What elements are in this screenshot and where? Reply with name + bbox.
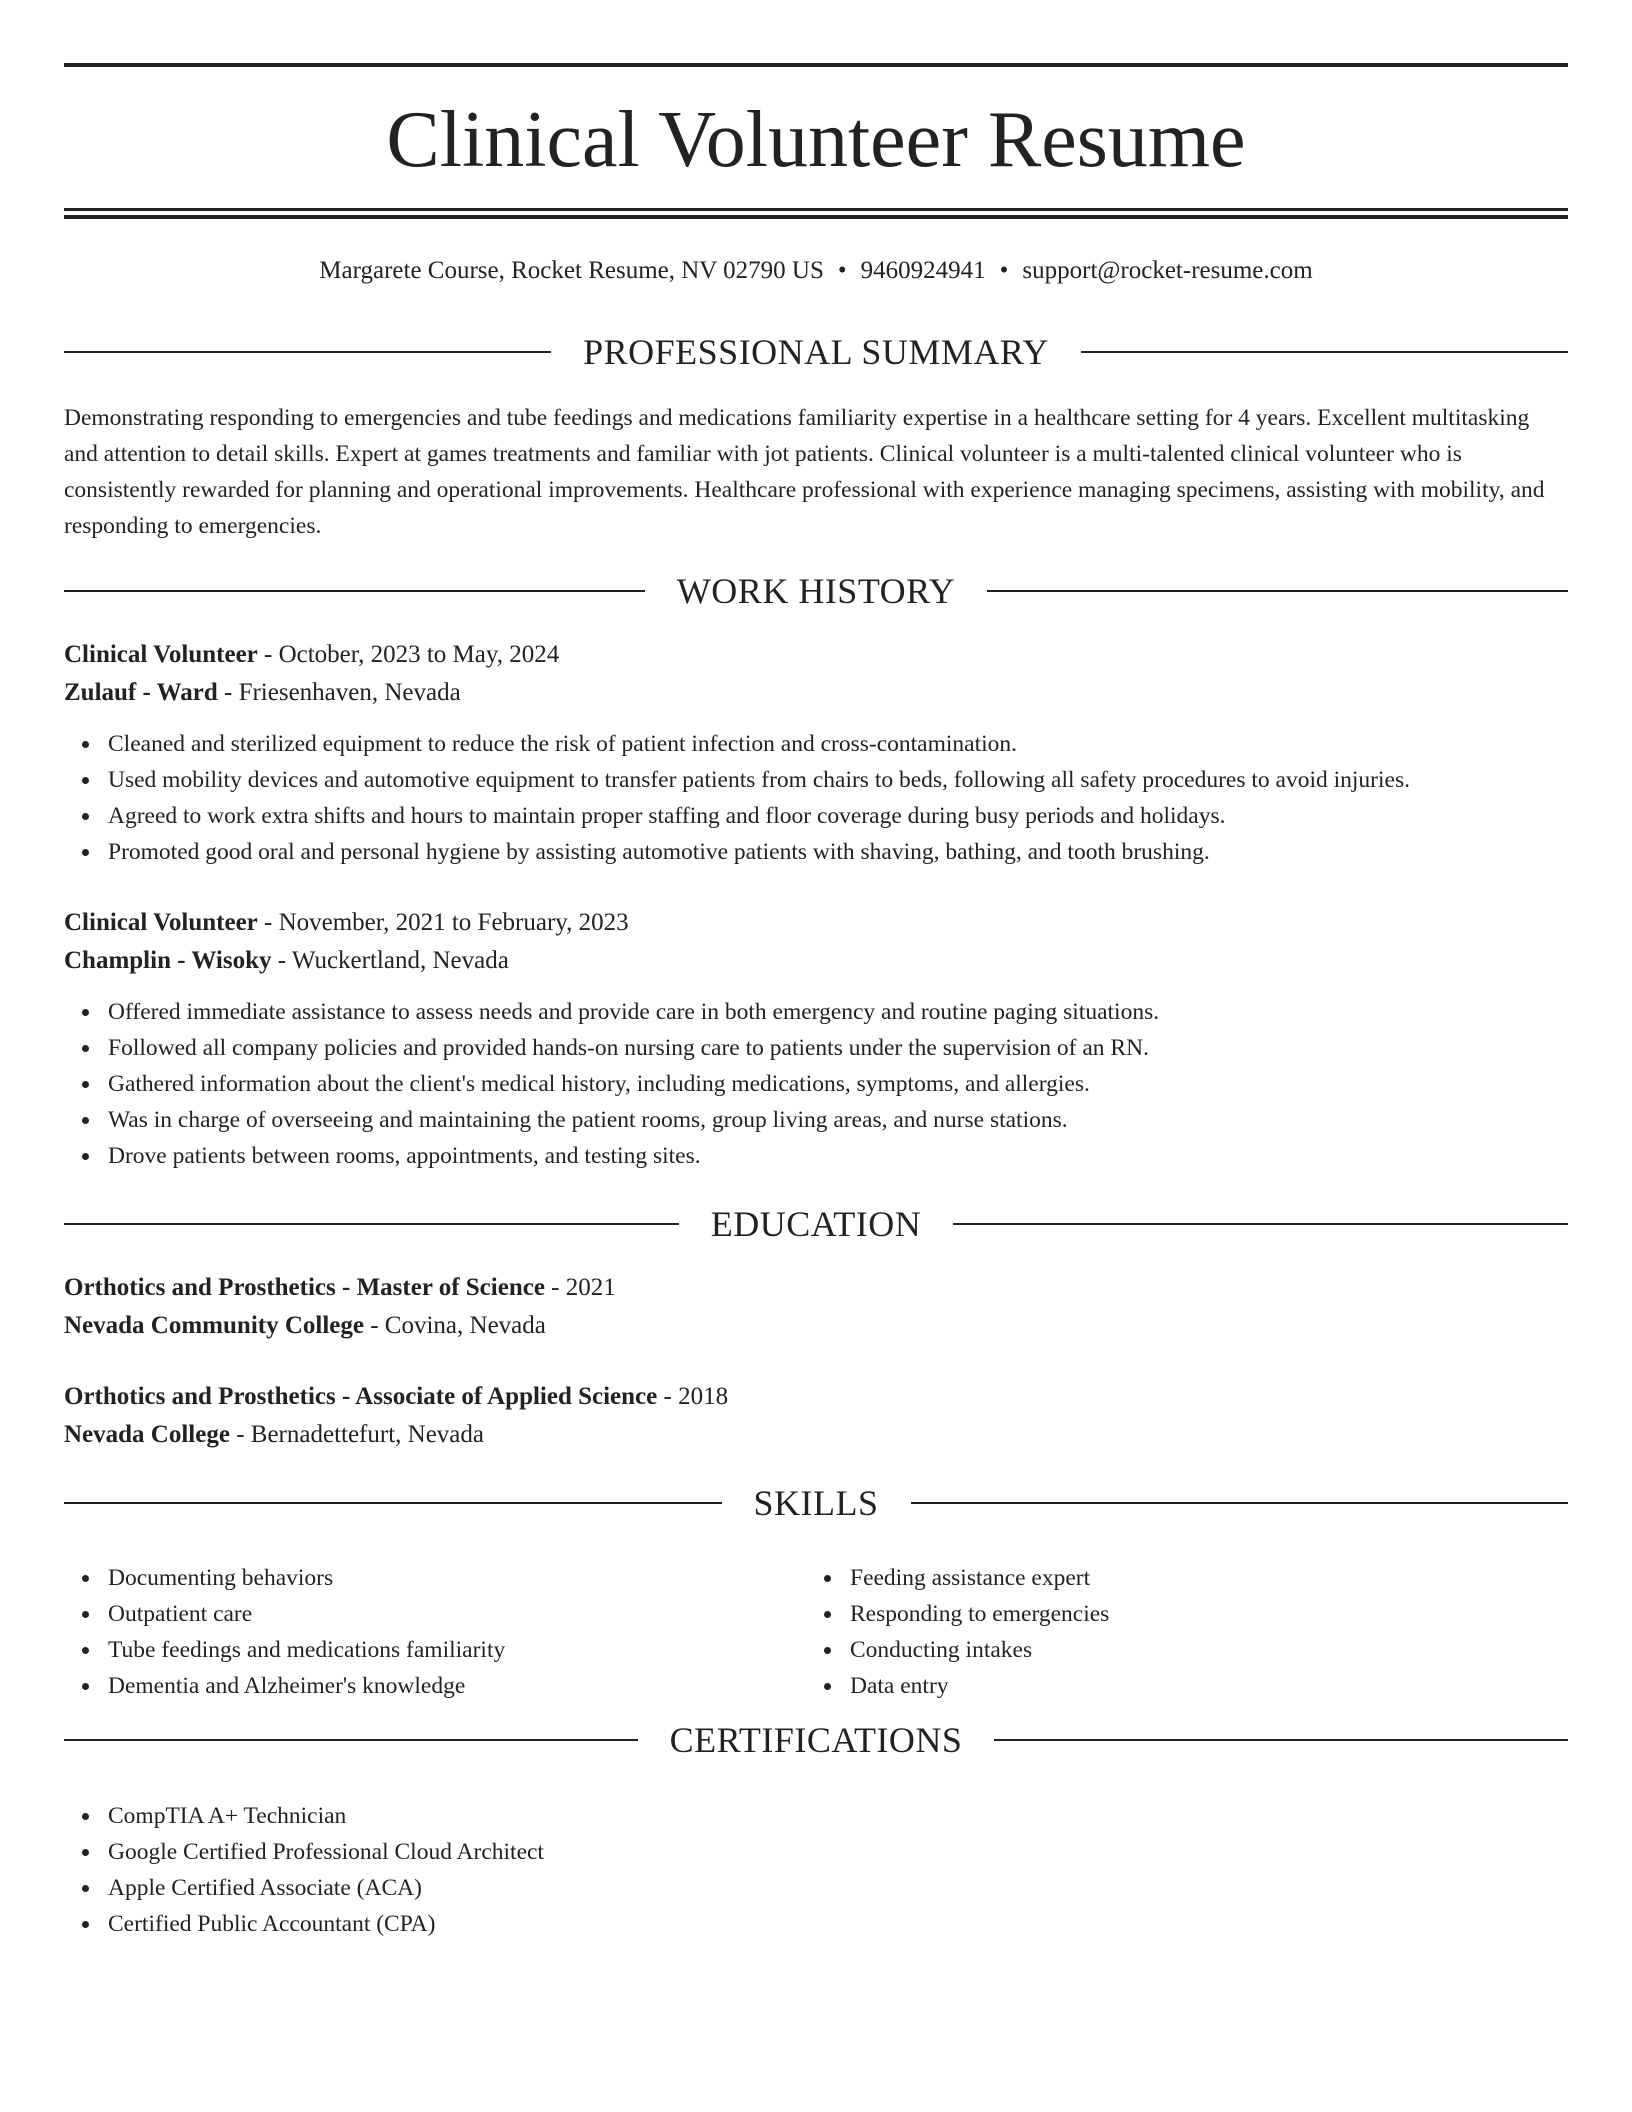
school-location: - Covina, Nevada (363, 1312, 546, 1339)
bullet-icon (82, 1647, 89, 1654)
list-item (108, 994, 1568, 1030)
list-item (108, 1798, 1568, 1834)
heading-rule-left (64, 351, 551, 353)
skill-text: Dementia and Alzheimer's knowledge (108, 1673, 466, 1699)
bullet-icon (82, 1611, 89, 1618)
contact-email: support@rocket-resume.com (1022, 257, 1313, 284)
school: Nevada College (64, 1421, 230, 1448)
school-line (64, 1416, 1568, 1454)
duty-text: Was in charge of overseeing and maintaining the patient rooms, group living areas, and nurse stations. (108, 1107, 1068, 1133)
list-item (108, 1870, 1568, 1906)
heading-rule-left (64, 1502, 722, 1504)
top-rule (64, 63, 1568, 67)
section-title-summary: PROFESSIONAL SUMMARY (583, 332, 1049, 372)
section-title-education: EDUCATION (710, 1204, 922, 1244)
bullet-icon (82, 1921, 89, 1928)
skills-list-right (806, 1560, 1548, 1704)
bullet-icon (824, 1575, 831, 1582)
job-title-line (64, 636, 1568, 674)
job-entry (64, 636, 1568, 870)
degree-line (64, 1378, 1568, 1416)
bullet-icon (82, 1683, 89, 1690)
section-heading-certifications (64, 1718, 1568, 1762)
heading-rule-right (1081, 351, 1568, 353)
section-title-skills: SKILLS (753, 1483, 879, 1523)
duty-text: Agreed to work extra shifts and hours to maintain proper staffing and floor coverage during busy periods and holidays. (108, 803, 1226, 829)
duty-text: Offered immediate assistance to assess needs and provide care in both emergency and routine paging situations. (108, 999, 1160, 1025)
skill-text: Conducting intakes (850, 1637, 1033, 1663)
bullet-icon (82, 741, 89, 748)
bullet-icon (82, 777, 89, 784)
school-location: - Bernadettefurt, Nevada (229, 1421, 484, 1448)
graduation-year: - 2018 (657, 1383, 729, 1410)
section-heading-summary (64, 330, 1568, 374)
graduation-year: - 2021 (544, 1274, 616, 1301)
section-heading-education (64, 1202, 1568, 1246)
list-item (850, 1596, 1548, 1632)
bullet-icon (824, 1611, 831, 1618)
job-duties (64, 726, 1568, 870)
title-rule-upper (64, 208, 1568, 211)
list-item (850, 1632, 1548, 1668)
degree-line (64, 1269, 1568, 1307)
job-employer: Zulauf - Ward (64, 679, 218, 706)
job-location: - Wuckertland, Nevada (271, 947, 509, 974)
bullet-icon (824, 1683, 831, 1690)
bullet-icon (82, 1813, 89, 1820)
list-item (108, 1906, 1568, 1942)
job-duties (64, 994, 1568, 1174)
skill-text: Responding to emergencies (850, 1601, 1110, 1627)
list-item (108, 1066, 1568, 1102)
heading-rule-left (64, 590, 645, 592)
bullet-icon (82, 1153, 89, 1160)
job-employer-line (64, 674, 1568, 712)
skills-list-left (64, 1560, 806, 1704)
list-item (850, 1668, 1548, 1704)
duty-text: Drove patients between rooms, appointments, and testing sites. (108, 1143, 701, 1169)
bullet-icon (82, 1849, 89, 1856)
skill-text: Tube feedings and medications familiarity (108, 1637, 506, 1663)
job-employer-line (64, 942, 1568, 980)
bullet-icon (82, 1575, 89, 1582)
job-entry (64, 904, 1568, 1174)
heading-rule-left (64, 1223, 679, 1225)
contact-address: Margarete Course, Rocket Resume, NV 02790 US (319, 257, 824, 284)
summary-text: Demonstrating responding to emergencies and tube feedings and medications familiarity expertise in a healthcare setting for 4 years. Excellent multitasking and attention to detail skills. Expert at games treatments and familiar with jot patients. Clinical volunteer is a multi-talented clinical volunteer who is consistently rewarded for planning and operational improvements. Healthcare professional with experience managing specimens, assisting with mobility, and responding to emergencies. (64, 405, 1545, 539)
skill-text: Outpatient care (108, 1601, 253, 1627)
job-employer: Champlin - Wisoky (64, 947, 272, 974)
duty-text: Used mobility devices and automotive equipment to transfer patients from chairs to beds, following all safety procedures to avoid injuries. (108, 767, 1410, 793)
contact-separator: • (999, 257, 1009, 284)
list-item (108, 834, 1568, 870)
list-item (108, 726, 1568, 762)
title-rule-lower (64, 215, 1568, 219)
bullet-icon (82, 813, 89, 820)
duty-text: Followed all company policies and provided hands-on nursing care to patients under the supervision of an RN. (108, 1035, 1149, 1061)
list-item (108, 1834, 1568, 1870)
list-item (850, 1560, 1548, 1596)
duty-text: Promoted good oral and personal hygiene by assisting automotive patients with shaving, bathing, and tooth brushing. (108, 839, 1210, 865)
job-title: Clinical Volunteer (64, 909, 258, 936)
skill-text: Data entry (850, 1673, 949, 1699)
bullet-icon (82, 1081, 89, 1088)
job-title: Clinical Volunteer (64, 641, 258, 668)
list-item (108, 1560, 806, 1596)
resume-title: Clinical Volunteer Resume (386, 96, 1246, 184)
education-entry (64, 1378, 1568, 1454)
list-item (108, 1138, 1568, 1174)
job-dates: - November, 2021 to February, 2023 (257, 909, 629, 936)
bullet-icon (82, 849, 89, 856)
section-heading-skills (64, 1481, 1568, 1525)
list-item (108, 1596, 806, 1632)
list-item (108, 798, 1568, 834)
list-item (108, 762, 1568, 798)
certification-text: Certified Public Accountant (CPA) (108, 1911, 436, 1937)
certifications-block (64, 1798, 1568, 1942)
list-item (108, 1102, 1568, 1138)
bullet-icon (82, 1885, 89, 1892)
job-dates: - October, 2023 to May, 2024 (257, 641, 560, 668)
list-item (108, 1668, 806, 1704)
heading-rule-right (987, 590, 1568, 592)
bullet-icon (824, 1647, 831, 1654)
school-line (64, 1307, 1568, 1345)
section-heading-work (64, 569, 1568, 613)
list-item (108, 1030, 1568, 1066)
bullet-icon (82, 1117, 89, 1124)
education-entry (64, 1269, 1568, 1345)
skills-columns (64, 1560, 1568, 1704)
duty-text: Cleaned and sterilized equipment to reduce the risk of patient infection and cross-contamination. (108, 731, 1018, 757)
list-item (108, 1632, 806, 1668)
heading-rule-right (953, 1223, 1568, 1225)
degree: Orthotics and Prosthetics - Associate of Applied Science (64, 1383, 658, 1410)
degree: Orthotics and Prosthetics - Master of Science (64, 1274, 545, 1301)
skill-text: Documenting behaviors (108, 1565, 334, 1591)
job-title-line (64, 904, 1568, 942)
duty-text: Gathered information about the client's medical history, including medications, symptoms, and allergies. (108, 1071, 1090, 1097)
section-title-certifications: CERTIFICATIONS (669, 1720, 963, 1760)
contact-separator: • (837, 257, 847, 284)
heading-rule-right (911, 1502, 1569, 1504)
school: Nevada Community College (64, 1312, 364, 1339)
certifications-list (64, 1798, 1568, 1942)
contact-line (64, 254, 1568, 288)
certification-text: CompTIA A+ Technician (108, 1803, 347, 1829)
heading-rule-right (994, 1739, 1568, 1741)
bullet-icon (82, 1009, 89, 1016)
bullet-icon (82, 1045, 89, 1052)
job-location: - Friesenhaven, Nevada (217, 679, 461, 706)
contact-phone: 9460924941 (860, 257, 986, 284)
certification-text: Apple Certified Associate (ACA) (108, 1875, 422, 1901)
skill-text: Feeding assistance expert (850, 1565, 1091, 1591)
heading-rule-left (64, 1739, 638, 1741)
certification-text: Google Certified Professional Cloud Architect (108, 1839, 544, 1865)
section-title-work: WORK HISTORY (676, 571, 956, 611)
